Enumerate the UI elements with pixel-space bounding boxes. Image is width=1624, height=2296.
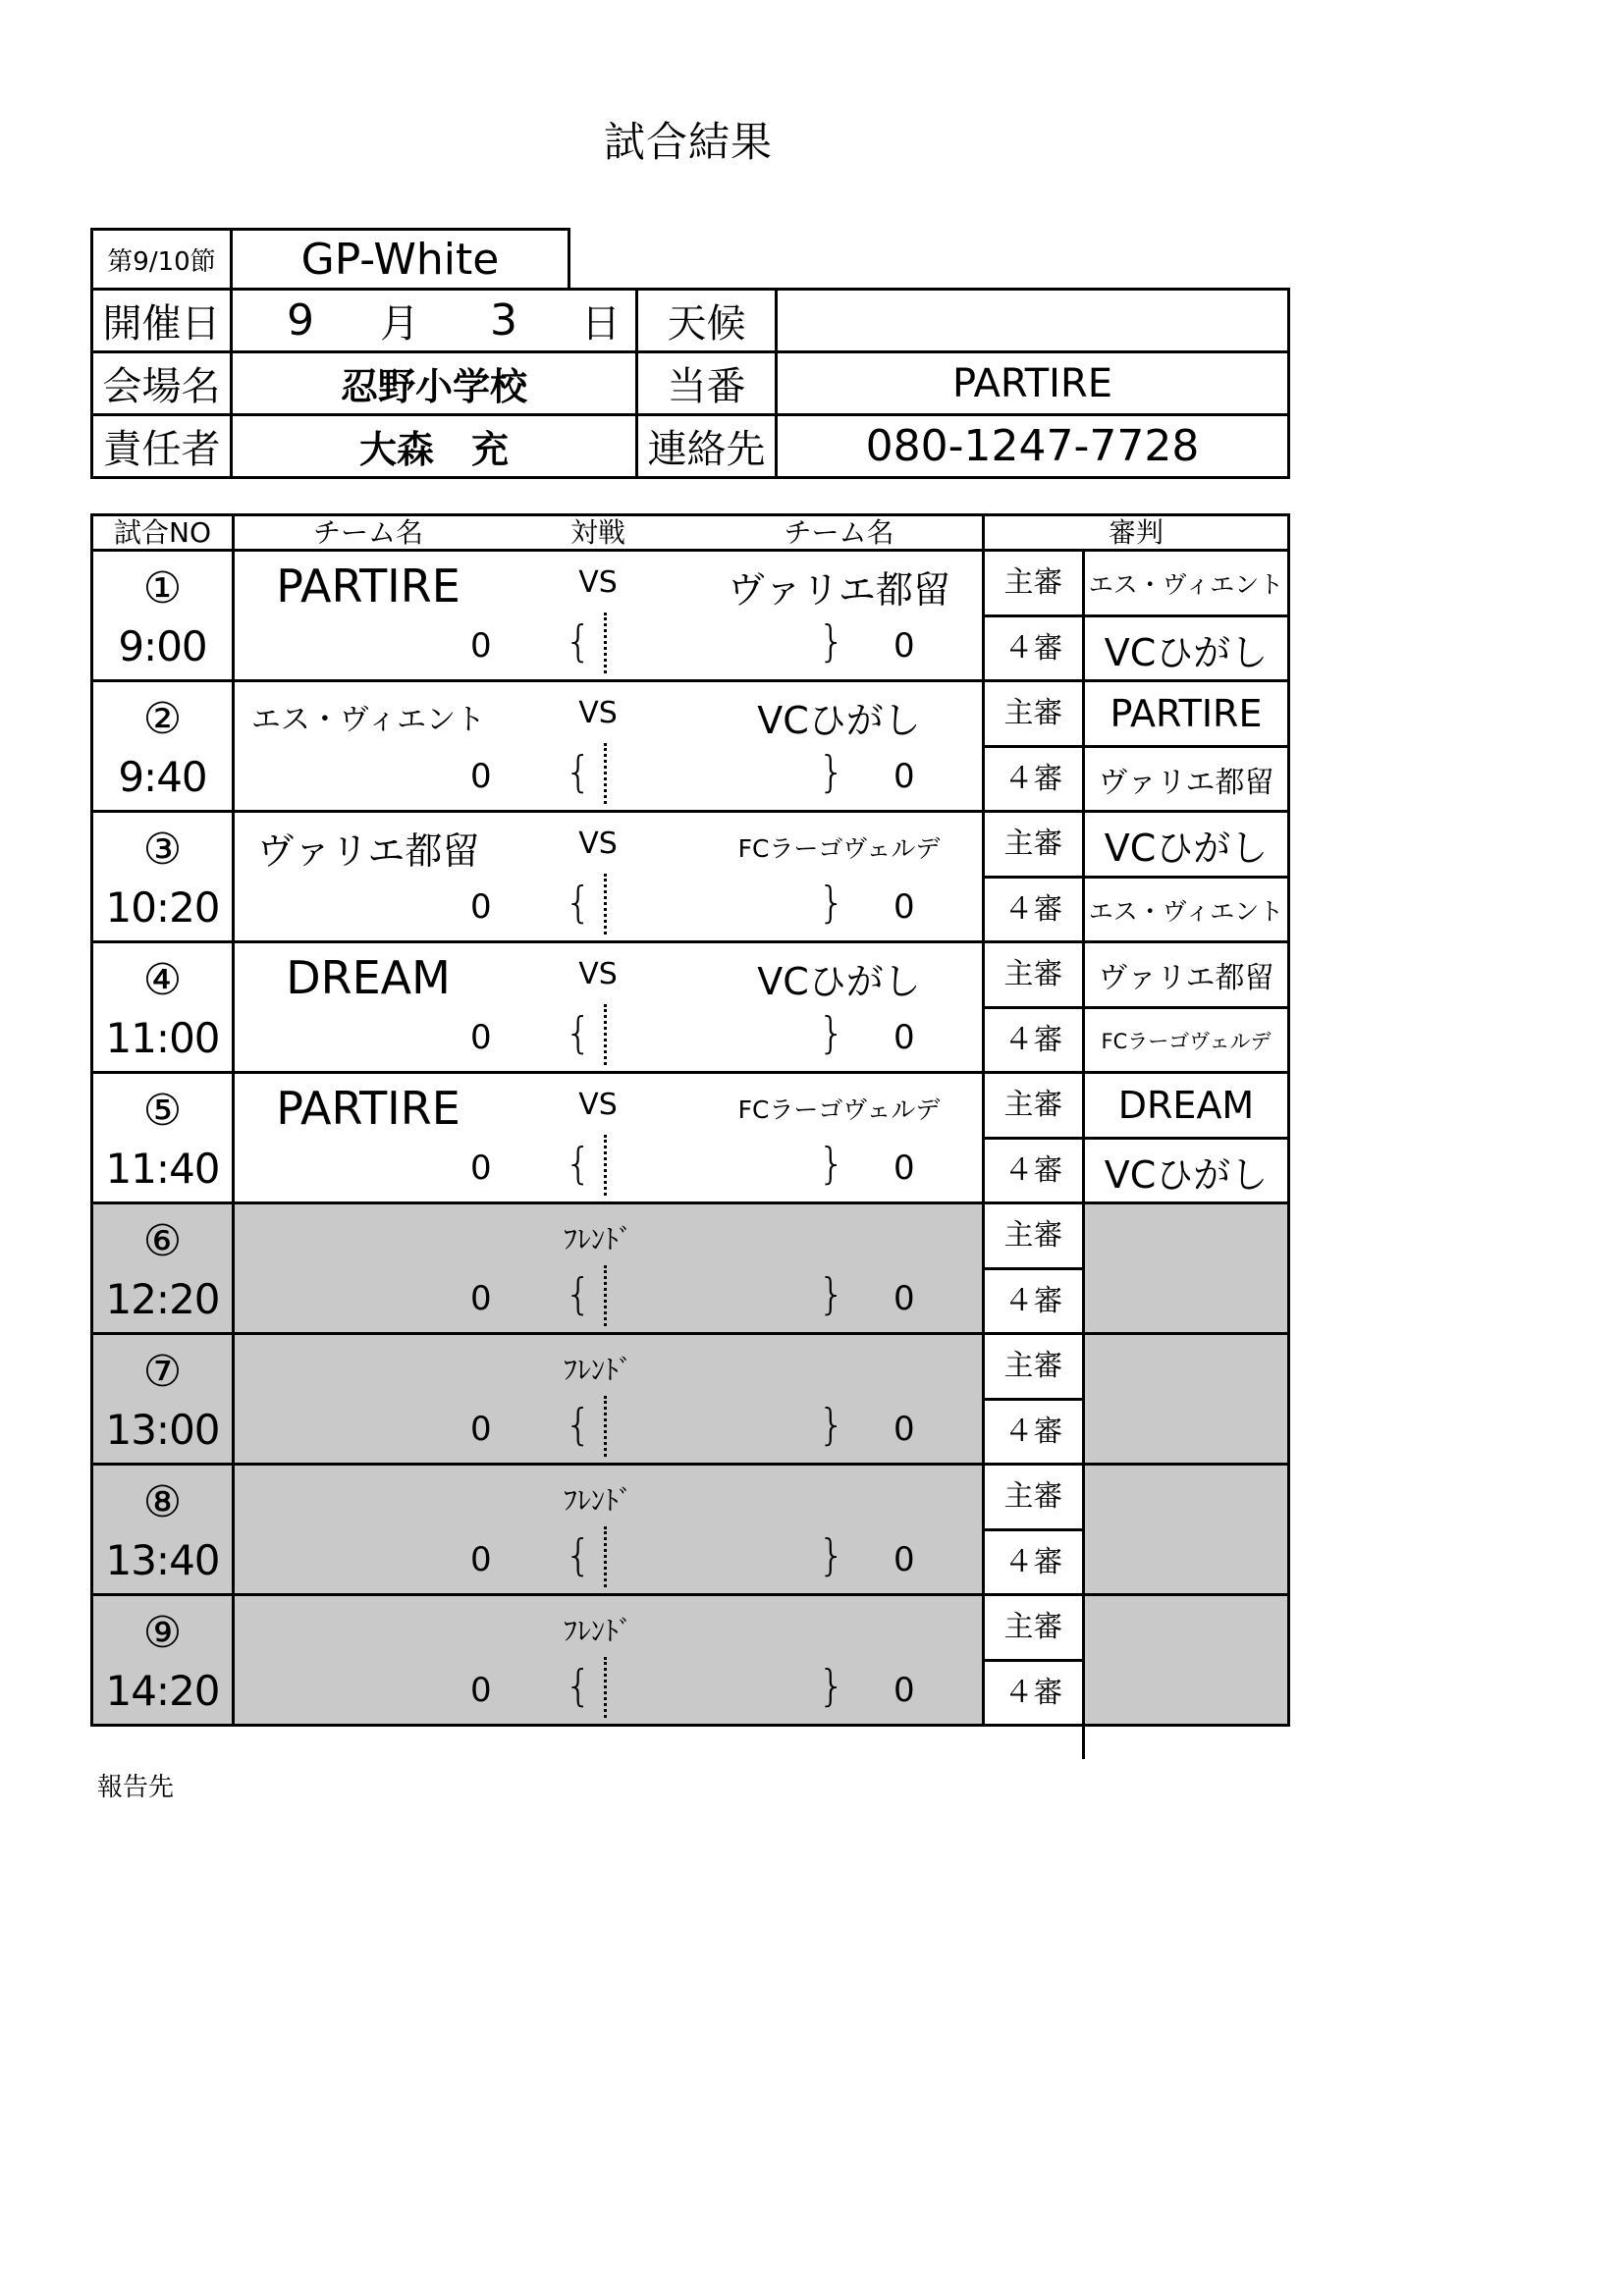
score-team2: 0 [893, 1279, 915, 1318]
score-separator [604, 1396, 617, 1457]
friendly-label: ﾌﾚﾝﾄﾞ [563, 1615, 632, 1647]
col-vs: 対戦 [569, 516, 625, 549]
fourth-ref-label: ４審 [1003, 1284, 1063, 1318]
fourth-ref-team: エス・ヴィエント [1088, 897, 1284, 926]
main-ref-label: 主審 [985, 1074, 1082, 1140]
date-value [230, 288, 638, 353]
brace-open: { [565, 616, 592, 667]
match-number: ⑦ [142, 1347, 183, 1397]
match-row [93, 1074, 1287, 1204]
score-separator [604, 743, 617, 804]
fourth-ref-label: ４審 [1003, 892, 1063, 927]
match-row [93, 1596, 1287, 1727]
brace-open: { [565, 878, 592, 928]
match-number-cell [93, 1074, 232, 1201]
score-separator [604, 1135, 617, 1196]
manager-value: 大森 充 [230, 413, 638, 479]
match-time: 13:40 [105, 1536, 220, 1584]
date-day: 3 [490, 295, 517, 346]
fourth-ref-team: VCひがし [1104, 1152, 1269, 1197]
main-ref-label: 主審 [985, 552, 1082, 617]
referee-names [1085, 1335, 1287, 1463]
brace-close: } [818, 878, 845, 928]
vs-label: VS [578, 1088, 618, 1122]
brace-close: } [818, 1400, 845, 1450]
match-number: ⑨ [142, 1608, 183, 1658]
vs-label: VS [578, 696, 618, 730]
score-separator [604, 1526, 617, 1587]
round-label: 第9/10節 [90, 228, 233, 291]
match-row [93, 1204, 1287, 1335]
referee-labels [985, 682, 1082, 810]
match-number-cell [93, 813, 232, 940]
match-row [93, 943, 1287, 1074]
match-row [93, 1335, 1287, 1466]
team2-name: VCひがし [757, 959, 921, 1003]
weather-label: 天候 [635, 288, 778, 353]
match-time: 9:00 [118, 622, 207, 670]
brace-close: } [818, 1661, 845, 1711]
score-team2: 0 [893, 626, 915, 666]
main-ref-label: 主審 [985, 682, 1082, 748]
page-title: 試合結果 [604, 118, 774, 166]
vs-label: VS [578, 957, 618, 991]
referee-names [1085, 552, 1287, 679]
venue-label: 会場名 [90, 350, 233, 416]
team1-name: PARTIRE [276, 1082, 460, 1135]
main-ref-team: PARTIRE [1110, 692, 1263, 735]
match-number: ⑧ [142, 1477, 183, 1527]
referee-names [1085, 1074, 1287, 1201]
referee-labels [985, 1596, 1082, 1724]
match-body [235, 813, 982, 940]
score-team1: 0 [470, 1018, 492, 1057]
score-team1: 0 [470, 1148, 492, 1188]
score-team2: 0 [893, 1410, 915, 1449]
match-time: 10:20 [105, 883, 220, 932]
main-ref-label: 主審 [985, 943, 1082, 1009]
main-ref-team: DREAM [1117, 1084, 1255, 1127]
score-team1: 0 [470, 626, 492, 666]
match-number: ② [142, 694, 183, 744]
fourth-ref-team: VCひがし [1104, 630, 1269, 674]
referee-labels [985, 1074, 1082, 1201]
match-time: 11:40 [105, 1145, 220, 1193]
match-body [235, 1074, 982, 1201]
fourth-ref-label: ４審 [1003, 631, 1063, 666]
venue-value: 忍野小学校 [230, 350, 638, 416]
team1-name: ヴァリエ都留 [256, 828, 480, 873]
vs-label: VS [578, 565, 618, 600]
match-body [235, 552, 982, 679]
report-label: 報告先 [97, 1773, 175, 1802]
main-ref-label: 主審 [985, 813, 1082, 879]
vs-label: VS [578, 827, 618, 861]
score-team2: 0 [893, 1540, 915, 1579]
brace-open: { [565, 1008, 592, 1058]
match-number-cell [93, 943, 232, 1071]
score-team2: 0 [893, 1671, 915, 1710]
referee-labels [985, 1335, 1082, 1463]
match-time: 12:20 [105, 1275, 220, 1323]
fourth-ref-label: ４審 [1003, 1415, 1063, 1449]
referee-labels [985, 552, 1082, 679]
match-row [93, 1466, 1287, 1596]
team1-name: エス・ヴィエント [250, 703, 486, 737]
brace-close: } [818, 1269, 845, 1319]
friendly-label: ﾌﾚﾝﾄﾞ [563, 1484, 632, 1517]
match-number-cell [93, 552, 232, 679]
duty-label: 当番 [635, 350, 778, 416]
team2-name: VCひがし [757, 698, 921, 742]
main-ref-label: 主審 [985, 1335, 1082, 1401]
team1-name: PARTIRE [276, 560, 460, 613]
match-body [235, 1204, 982, 1332]
match-number-cell [93, 1596, 232, 1724]
match-body [235, 1335, 982, 1463]
main-ref-team: VCひがし [1104, 826, 1269, 870]
team2-name: FCラーゴヴェルデ [737, 1095, 941, 1124]
fourth-ref-label: ４審 [1003, 1545, 1063, 1579]
grid-line [1082, 552, 1085, 1759]
referee-names [1085, 682, 1287, 810]
score-team2: 0 [893, 757, 915, 796]
match-row [93, 682, 1287, 813]
referee-labels [985, 1466, 1082, 1593]
contact-value: 080-1247-7728 [775, 413, 1290, 479]
contact-label: 連絡先 [635, 413, 778, 479]
match-time: 13:00 [105, 1406, 220, 1454]
match-body [235, 1466, 982, 1593]
score-team1: 0 [470, 1410, 492, 1449]
referee-names [1085, 1204, 1287, 1332]
date-month: 9 [287, 295, 314, 346]
main-ref-team: ヴァリエ都留 [1098, 961, 1274, 995]
grid-line [982, 516, 985, 1724]
score-team1: 0 [470, 887, 492, 927]
match-time: 11:00 [105, 1014, 220, 1062]
fourth-ref-label: ４審 [1003, 1023, 1063, 1057]
brace-open: { [565, 1530, 592, 1580]
grid-line [232, 516, 235, 1724]
duty-value: PARTIRE [775, 350, 1290, 416]
referee-names [1085, 813, 1287, 940]
weather-value [775, 288, 1290, 353]
match-number: ⑤ [142, 1086, 183, 1136]
brace-open: { [565, 1139, 592, 1189]
match-number: ① [142, 563, 183, 614]
league-name: GP-White [230, 228, 570, 291]
team2-name: ヴァリエ都留 [728, 567, 950, 612]
col-team1: チーム名 [312, 516, 423, 549]
brace-open: { [565, 1269, 592, 1319]
brace-close: } [818, 1530, 845, 1580]
col-ref: 審判 [1108, 516, 1164, 549]
main-ref-label: 主審 [985, 1204, 1082, 1270]
friendly-label: ﾌﾚﾝﾄﾞ [563, 1223, 632, 1255]
referee-names [1085, 943, 1287, 1071]
match-number: ③ [142, 825, 183, 875]
col-team2: チーム名 [784, 516, 894, 549]
score-team2: 0 [893, 887, 915, 927]
main-ref-label: 主審 [985, 1466, 1082, 1531]
brace-close: } [818, 616, 845, 667]
match-table [90, 513, 1290, 1727]
score-team2: 0 [893, 1148, 915, 1188]
team1-name: DREAM [286, 951, 451, 1004]
match-number-cell [93, 1335, 232, 1463]
match-body [235, 682, 982, 810]
match-number: ⑥ [142, 1216, 183, 1266]
score-separator [604, 613, 617, 673]
brace-close: } [818, 1008, 845, 1058]
referee-labels [985, 943, 1082, 1071]
referee-labels [985, 1204, 1082, 1332]
match-number-cell [93, 1204, 232, 1332]
friendly-label: ﾌﾚﾝﾄﾞ [563, 1354, 632, 1386]
match-body [235, 1596, 982, 1724]
score-team2: 0 [893, 1018, 915, 1057]
match-body [235, 943, 982, 1071]
score-team1: 0 [470, 1540, 492, 1579]
match-number-cell [93, 682, 232, 810]
referee-names [1085, 1596, 1287, 1724]
score-team1: 0 [470, 1671, 492, 1710]
brace-close: } [818, 747, 845, 797]
match-number: ④ [142, 955, 183, 1005]
fourth-ref-team: FCラーゴヴェルデ [1101, 1030, 1272, 1053]
fourth-ref-label: ４審 [1003, 762, 1063, 796]
fourth-ref-team: ヴァリエ都留 [1098, 766, 1274, 800]
match-number-cell [93, 1466, 232, 1593]
brace-open: { [565, 747, 592, 797]
score-team1: 0 [470, 757, 492, 796]
brace-open: { [565, 1400, 592, 1450]
score-team1: 0 [470, 1279, 492, 1318]
match-row [93, 552, 1287, 682]
main-ref-label: 主審 [985, 1596, 1082, 1662]
date-day-unit: 日 [581, 301, 621, 347]
score-separator [604, 1657, 617, 1718]
main-ref-team: エス・ヴィエント [1088, 570, 1284, 599]
team2-name: FCラーゴヴェルデ [737, 834, 941, 863]
score-separator [604, 1004, 617, 1065]
table-header [93, 516, 1287, 552]
match-row [93, 813, 1287, 943]
fourth-ref-label: ４審 [1003, 1676, 1063, 1710]
date-label: 開催日 [90, 288, 233, 353]
referee-labels [985, 813, 1082, 940]
col-no: 試合NO [114, 516, 211, 549]
score-separator [604, 1265, 617, 1326]
brace-close: } [818, 1139, 845, 1189]
match-time: 9:40 [118, 753, 207, 801]
date-month-unit: 月 [380, 301, 419, 347]
brace-open: { [565, 1661, 592, 1711]
referee-names [1085, 1466, 1287, 1593]
score-separator [604, 874, 617, 934]
match-time: 14:20 [105, 1667, 220, 1715]
manager-label: 責任者 [90, 413, 233, 479]
fourth-ref-label: ４審 [1003, 1153, 1063, 1188]
